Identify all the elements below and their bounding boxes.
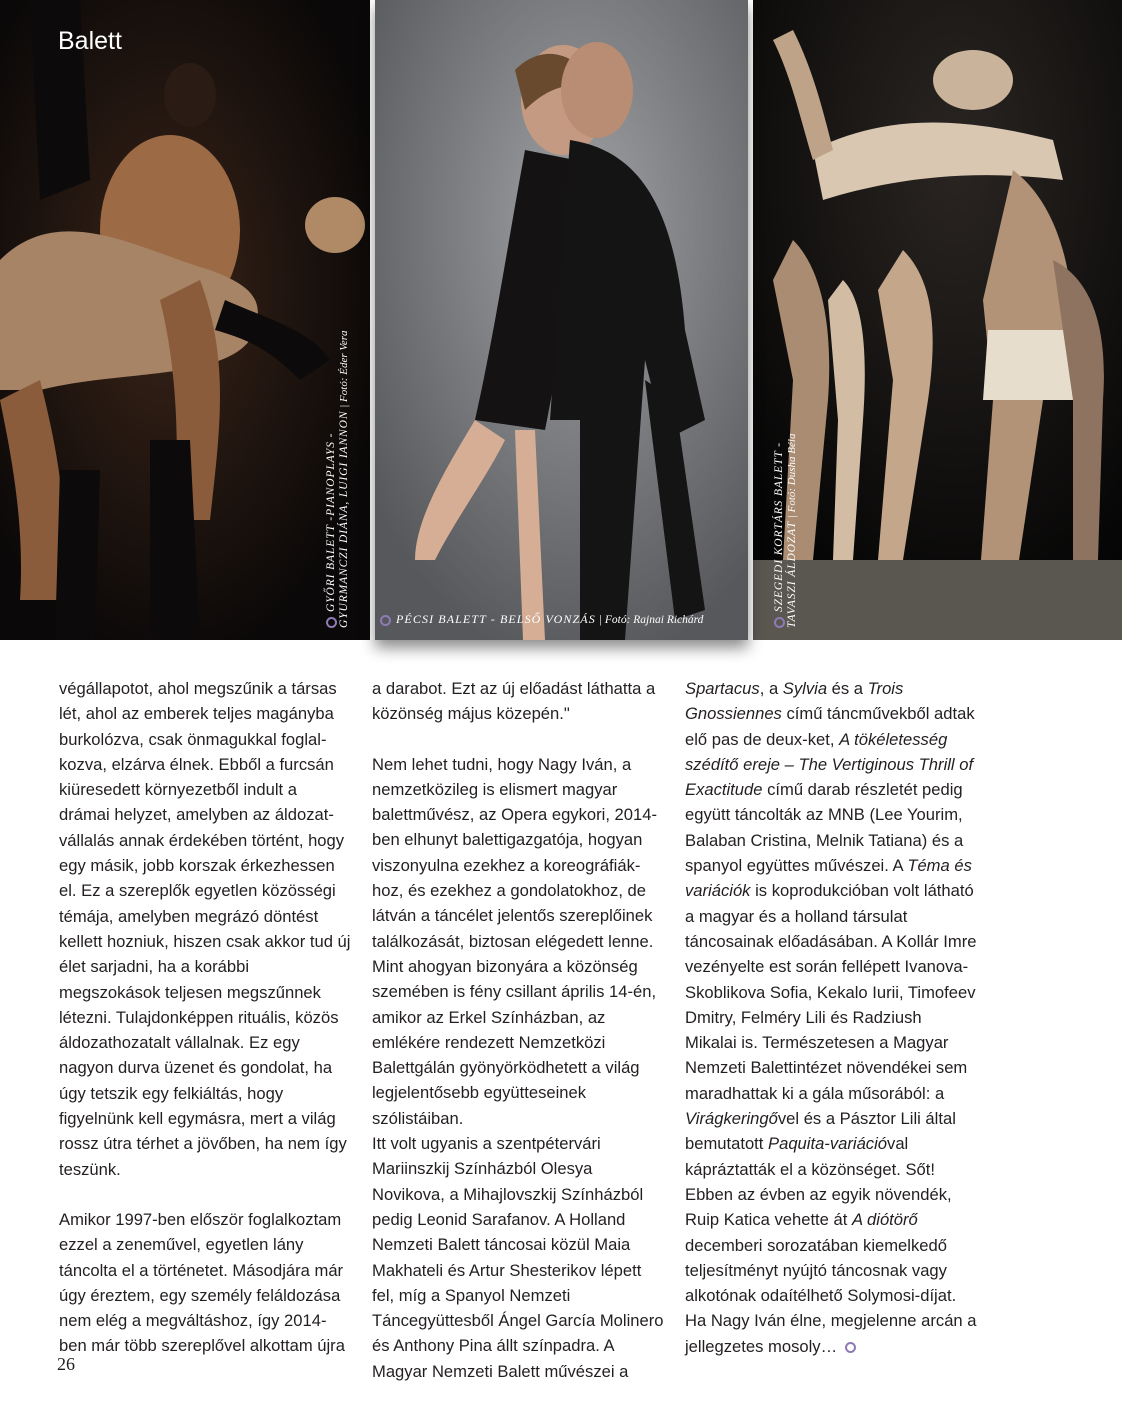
- photo-caption-pecsi: [380, 612, 703, 627]
- photo-szegedi-balett: [753, 0, 1122, 640]
- work-title: Spartacus: [685, 679, 760, 698]
- caption-title-line1: SZEGEDI KORTÁRS BALETT -: [773, 442, 785, 612]
- work-title: Sylvia: [782, 679, 828, 698]
- photo-gyori-balett: [0, 0, 370, 640]
- end-of-article-icon: [845, 1342, 856, 1353]
- text-span: és a: [827, 679, 868, 698]
- caption-credit: | Fotó: Dusha Béla: [786, 433, 798, 519]
- dancers-group-image: [753, 0, 1122, 640]
- caption-title-line2: GYURMANCZI DIÁNA, LUIGI IANNON: [338, 410, 350, 628]
- text-span: című táncművekből adtak elő pas de deux-ket,: [685, 704, 975, 749]
- dancers-duet-image: [0, 0, 370, 640]
- paragraph-text: Nem lehet tudni, hogy Nagy Iván, a nemzetközileg is elismert magyar balettművész, az Opera egykori, 2014-ben elhunyt balettigazgatója, hogyan viszonyulna ezekhez a koreográfiákhoz, és ezekhez a gondolatokhoz, de látván a táncélet jelentős szereplőinek találkozását, biztosan elégedett lenne. Mint ahogyan bizonyára a közönség szemében is fény csillant április 14-én, amikor az Erkel Színházban, az emlékére rendezett Nemzetközi Balettgálán gyönyörködhetett a világ legjelentősebb együtteseinek szólistáiban.: [372, 754, 658, 1128]
- paragraph: Amikor 1997-ben először foglalkoztam ezzel a zeneművel, egyetlen lány táncolta el a történetet. Másodjára már úgy éreztem, egy személy feláldozása nem elég a megváltáshoz, így 2014-ben már több szereplővel alkottam újra: [59, 1209, 345, 1356]
- work-title: A diótörő: [851, 1210, 918, 1230]
- work-title: Virágkeringő: [685, 1109, 778, 1129]
- paragraph: [685, 676, 977, 1359]
- caption-title: PÉCSI BALETT - BELSŐ VONZÁS: [396, 612, 596, 626]
- text-span: , a: [759, 679, 783, 698]
- text-column-2: [372, 676, 664, 1384]
- text-column-3: [685, 676, 977, 1359]
- caption-bullet-icon: [774, 617, 785, 628]
- work-title: Paquita-variáció: [768, 1134, 888, 1154]
- caption-bullet-icon: [380, 615, 391, 626]
- section-title: Balett: [58, 27, 122, 55]
- text-span: vel és a Pásztor Lili által bemutatott: [685, 1109, 956, 1154]
- caption-title-line2: TAVASZI ÁLDOZAT: [786, 521, 798, 628]
- text-column-1: [59, 676, 351, 1359]
- photo-caption-gyori: [325, 330, 351, 628]
- page-number: 26: [57, 1354, 75, 1374]
- photo-pecsi-balett: [375, 0, 748, 640]
- caption-title-line1: GYŐRI BALETT -PIANOPLAYS -: [325, 432, 337, 612]
- text-span: című darab részletét pedig együtt táncolták az MNB (Lee Yourim, Balaban Cristina, Melnik Tatiana) és a spanyol együttes művészei. A: [685, 780, 964, 876]
- dancers-pair-image: [375, 0, 748, 640]
- text-span: val kápráztatták el a közönséget. Sőt! Ebben az évben az egyik növendék, Ruip Katica vehette át: [685, 1134, 952, 1230]
- text-span: is koprodukcióban volt látható a magyar és a holland társulat táncosainak előadásában. A Kollár Imre vezényelte est során fellépett Ivanova-Skoblikova Sofia, Kekalo Iurii, Timofeev Dmitry, Felméry Lili és Radziush Mikalai is. Természetesen a Magyar Nemzeti Balettintézet növendékei sem maradhattak ki a gála műsorából: a: [685, 881, 977, 1103]
- caption-credit: | Fotó: Rajnai Richárd: [598, 614, 704, 626]
- caption-bullet-icon: [326, 617, 337, 628]
- paragraph: a darabot. Ezt az új előadást láthatta a közönség május közepén.": [372, 679, 656, 724]
- photo-strip: [0, 0, 1122, 640]
- photo-caption-szegedi: [773, 434, 799, 628]
- work-title: Trois Gnossiennes: [685, 679, 904, 724]
- paragraph: végállapotot, ahol megszűnik a társas lét, ahol az emberek teljes magányba burkolózva, csak önmagukkal foglalkozva, elzárva élnek. Ebből a furcsán kiüresedett környezetből indult a drámai helyzet, amelyben az áldozatvállalás annak érdekében történt, hogy egy másik, jobb korszak érkezhessen el. Ez a szereplők egyetlen közösségi témája, amelyben megrázó döntést kellett hozniuk, hiszen csak akkor tud új élet sarjadni, ha a korábbi megszokások teljesen megszűnnek létezni. Tulajdonképpen rituális, közös áldozathozatalt vállalnak. Ez egy nagyon durva üzenet és gondolat, ha úgy tetszik egy felkiáltás, hogy figyelnünk kell egymásra, mert a világ rossz útra térhet a jövőben, ha nem így teszünk.: [59, 679, 351, 1179]
- caption-credit: | Fotó: Éder Vera: [338, 330, 350, 408]
- paragraph: [372, 752, 664, 1384]
- work-title: A tökéletesség szédítő ereje – The Vertiginous Thrill of Exactitude: [685, 729, 974, 800]
- paragraph-text: Itt volt ugyanis a szentpétervári Mariinszkij Színházból Olesya Novikova, a Mihajlovszkij Színházból pedig Leonid Sarafanov. A Holland Nemzeti Balett táncosai közül Maia Makhateli és Artur Shesterikov lépett fel, míg a Spanyol Nemzeti Táncegyüttesből Ángel García Molinero és Anthony Pina állt színpadra. A Magyar Nemzeti Balett művészei a: [372, 1134, 664, 1381]
- text-span: decemberi sorozatában kiemelkedő teljesítményt nyújtó táncosnak vagy alkotónak odaítélhető Solymosi-díjat. Ha Nagy Iván élne, megjelenne arcán a jellegzetes mosoly…: [685, 1235, 977, 1356]
- work-title: Téma és variációk: [685, 856, 972, 901]
